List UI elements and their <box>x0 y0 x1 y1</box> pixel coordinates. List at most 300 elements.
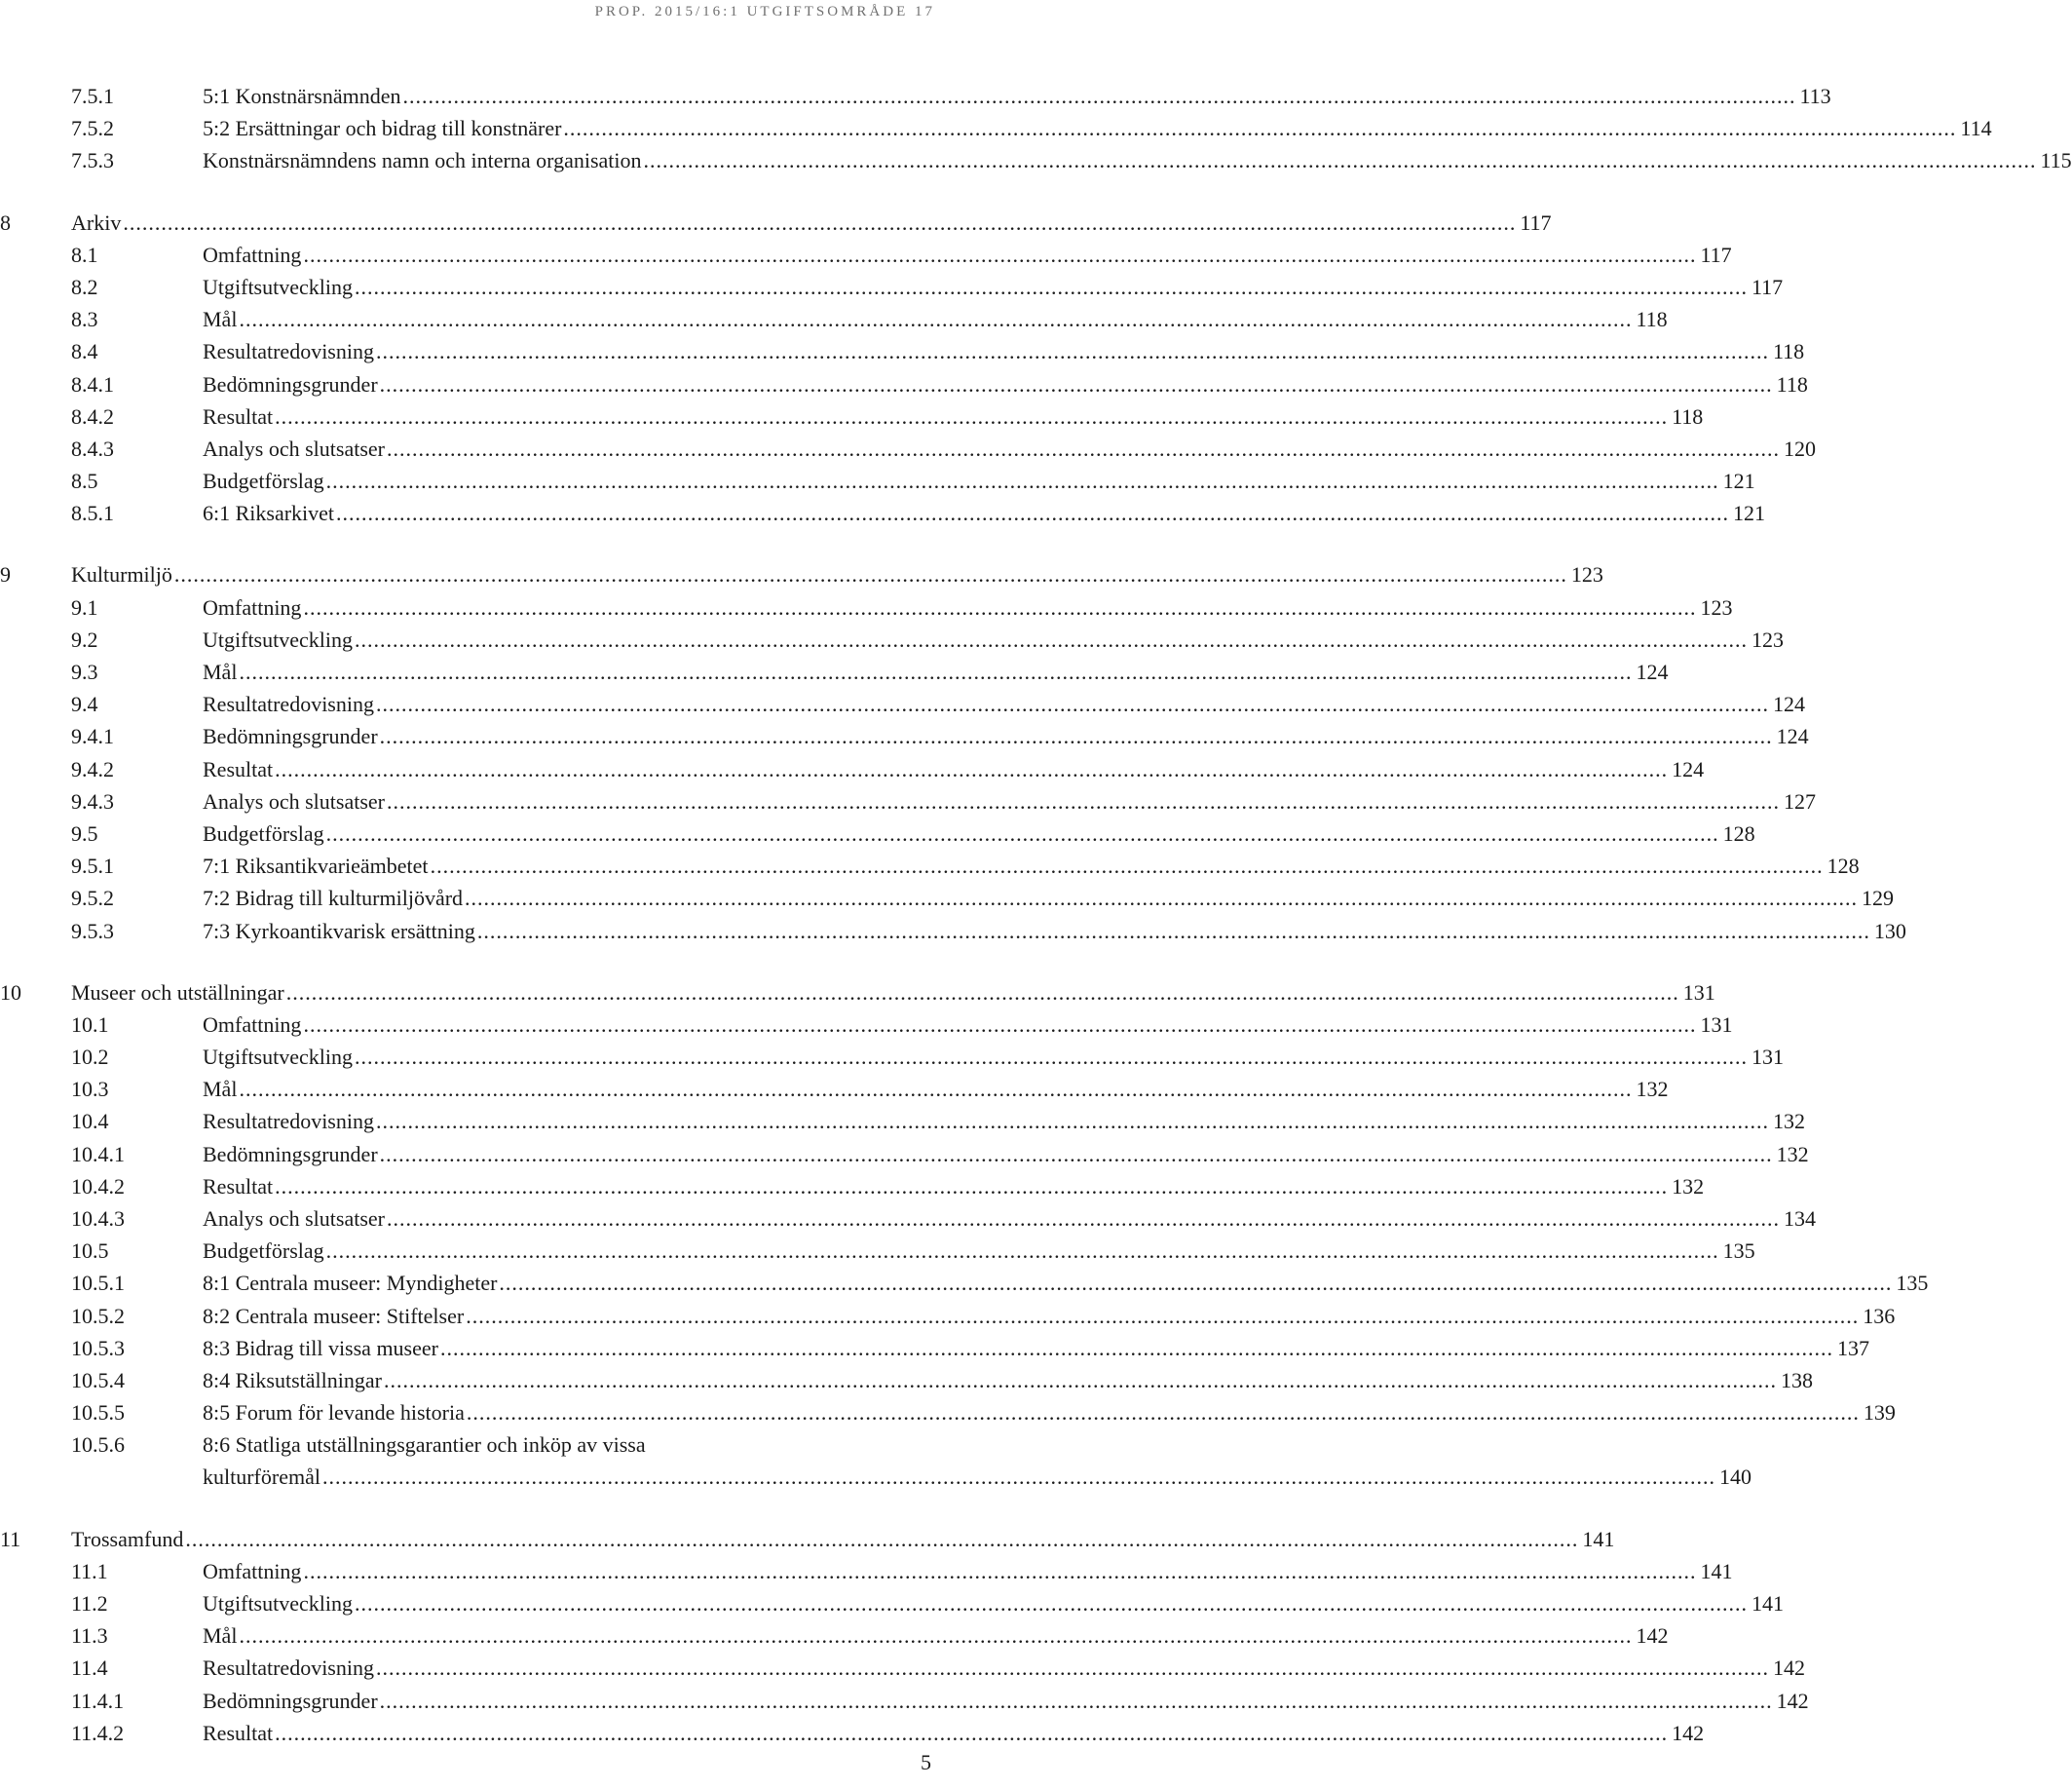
toc-entry-title: Omfattning <box>203 594 302 620</box>
toc-entry-title-line1: 8:6 Statliga utställningsgarantier och inköp av vissa <box>203 1432 646 1458</box>
toc-entry-number: 8.4.3 <box>71 436 114 461</box>
toc-entry-title: Budgetförslag <box>203 469 324 494</box>
toc-entry-title: Resultat <box>203 756 274 781</box>
toc-entry-page: 121 <box>1733 501 1766 526</box>
toc-entry-title-block <box>203 785 1816 818</box>
toc-entry-title: Resultatredovisning <box>203 339 374 364</box>
dot-leader: ............................................................................................................................................................................................................................ <box>239 1077 1633 1102</box>
toc-entry-page: 132 <box>1636 1077 1669 1102</box>
toc-entry-title-block <box>203 1428 1752 1493</box>
toc-entry-leader-line <box>71 558 1603 590</box>
toc-entry-number: 9.1 <box>71 594 98 620</box>
toc-entry-page: 141 <box>1751 1591 1784 1617</box>
toc-entry-title-block <box>203 144 2072 176</box>
toc-entry-page: 124 <box>1636 660 1669 684</box>
toc-entry-number: 10 <box>0 979 21 1005</box>
toc-entry[interactable] <box>0 1396 1896 1428</box>
toc-entry-title-block <box>203 400 1704 433</box>
page-number: 5 <box>921 1750 931 1774</box>
toc-entry-leader-line <box>203 818 1755 850</box>
toc-entry[interactable] <box>0 1652 1805 1684</box>
toc-entry-title-block <box>203 882 1895 914</box>
toc-entry-title: 7:2 Bidrag till kulturmiljövård <box>203 886 464 911</box>
toc-entry[interactable] <box>0 558 1603 590</box>
dot-leader: ............................................................................................................................................................................................................................ <box>325 469 1719 494</box>
toc-entry[interactable] <box>0 1619 1669 1652</box>
toc-entry-leader-line <box>203 915 1906 947</box>
toc-entry[interactable] <box>0 239 1732 271</box>
toc-entry-page: 138 <box>1780 1367 1813 1392</box>
toc-entry-number: 8.3 <box>71 307 98 332</box>
toc-entry-page: 124 <box>1772 692 1805 717</box>
toc-entry-leader-line <box>203 271 1784 303</box>
toc-entry-page: 142 <box>1776 1688 1809 1713</box>
toc-entry[interactable] <box>0 688 1805 720</box>
toc-entry-leader-line <box>203 1396 1896 1428</box>
toc-entry-number: 8.4.1 <box>71 371 114 397</box>
dot-leader: ............................................................................................................................................................................................................................ <box>466 1303 1860 1328</box>
dot-leader: ............................................................................................................................................................................................................................ <box>499 1271 1893 1296</box>
toc-entry-page: 141 <box>1582 1526 1615 1551</box>
dot-leader: ............................................................................................................................................................................................................................ <box>285 979 1679 1005</box>
toc-entry-title-block <box>203 271 1784 303</box>
toc-entry-leader-line <box>203 400 1704 433</box>
toc-entry-page: 131 <box>1751 1045 1784 1070</box>
toc-entry[interactable] <box>0 303 1668 335</box>
toc-entry[interactable] <box>0 1717 1705 1749</box>
toc-entry[interactable] <box>0 976 1715 1009</box>
toc-entry-title-block <box>203 1717 1705 1749</box>
toc-entry-number: 11 <box>0 1526 21 1551</box>
toc-entry-page: 123 <box>1700 594 1733 620</box>
toc-entry[interactable] <box>0 818 1755 850</box>
dot-leader: ............................................................................................................................................................................................................................ <box>563 116 1957 141</box>
toc-entry-number: 9.2 <box>71 627 98 652</box>
toc-entry-leader-line <box>203 1073 1669 1105</box>
toc-entry-number: 10.5.4 <box>71 1367 125 1392</box>
toc-entry-leader-line <box>203 720 1809 752</box>
toc-entry[interactable] <box>0 656 1669 688</box>
toc-entry-title: Trossamfund <box>71 1526 184 1551</box>
toc-entry-leader-line <box>203 785 1816 818</box>
toc-entry-title-block <box>203 112 1992 144</box>
dot-leader: ............................................................................................................................................................................................................................ <box>354 1045 1748 1070</box>
toc-entry[interactable] <box>0 1138 1809 1170</box>
toc-entry[interactable] <box>0 1587 1784 1619</box>
toc-entry-title-block <box>203 1364 1813 1396</box>
toc-entry-page: 120 <box>1783 436 1816 461</box>
toc-entry-title-block <box>203 465 1755 497</box>
toc-entry-number: 8.2 <box>71 274 98 299</box>
toc-entry-title: Budgetförslag <box>203 1238 324 1264</box>
toc-entry-number: 9.4.1 <box>71 724 114 749</box>
dot-leader: ............................................................................................................................................................................................................................ <box>386 1206 1780 1231</box>
dot-leader: ............................................................................................................................................................................................................................ <box>354 1591 1748 1617</box>
toc-entry-page: 127 <box>1783 788 1816 814</box>
toc-entry-title-block <box>203 368 1808 400</box>
dot-leader: ............................................................................................................................................................................................................................ <box>275 1173 1669 1199</box>
toc-entry[interactable] <box>0 271 1784 303</box>
toc-entry-title-block <box>203 688 1805 720</box>
dot-leader: ............................................................................................................................................................................................................................ <box>303 242 1697 267</box>
toc-entry-leader-line <box>203 1364 1813 1396</box>
toc-entry-title: Analys och slutsatser <box>203 788 385 814</box>
toc-entry-leader-line <box>203 303 1668 335</box>
toc-entry-page: 134 <box>1783 1206 1816 1231</box>
toc-entry-number: 10.5.2 <box>71 1303 125 1328</box>
dot-leader: ............................................................................................................................................................................................................................ <box>466 1400 1860 1426</box>
dot-leader: ............................................................................................................................................................................................................................ <box>379 1688 1773 1713</box>
toc-entry[interactable] <box>0 882 1895 914</box>
toc-entry-number: 8.4.2 <box>71 403 114 429</box>
toc-entry-title-block <box>203 850 1860 882</box>
toc-entry-title-block <box>203 1300 1896 1332</box>
dot-leader: ............................................................................................................................................................................................................................ <box>239 307 1633 332</box>
toc-entry-title: Resultatredovisning <box>203 692 374 717</box>
toc-entry-page: 137 <box>1836 1335 1869 1360</box>
toc-entry-number: 9.5 <box>71 820 98 846</box>
toc-entry-number: 7.5.3 <box>71 148 114 173</box>
toc-entry-title: Resultatredovisning <box>203 1109 374 1134</box>
dot-leader: ............................................................................................................................................................................................................................ <box>173 562 1567 588</box>
dot-leader: ............................................................................................................................................................................................................................ <box>375 1109 1769 1134</box>
toc-entry-title: 7:1 Riksantikvarieämbetet <box>203 854 429 879</box>
toc-entry-page: 129 <box>1862 886 1895 911</box>
toc-entry[interactable] <box>0 112 1992 144</box>
toc-entry-leader-line <box>203 882 1895 914</box>
toc-entry[interactable] <box>0 1235 1755 1267</box>
toc-entry-title-block <box>203 1170 1705 1202</box>
toc-entry-title: Utgiftsutveckling <box>203 627 353 652</box>
dot-leader: ............................................................................................................................................................................................................................ <box>123 209 1517 235</box>
dot-leader: ............................................................................................................................................................................................................................ <box>354 627 1748 652</box>
toc-entry-leader-line <box>203 624 1784 656</box>
toc-entry-number: 10.5.5 <box>71 1400 125 1426</box>
dot-leader: ............................................................................................................................................................................................................................ <box>239 1623 1633 1649</box>
dot-leader: ............................................................................................................................................................................................................................ <box>465 886 1859 911</box>
toc-entry-leader-line <box>203 1555 1733 1587</box>
toc-entry-number: 10.4.3 <box>71 1206 125 1231</box>
toc-entry-leader-line <box>203 591 1733 624</box>
toc-entry-number: 11.4 <box>71 1656 108 1681</box>
toc-entry-number: 10.2 <box>71 1045 109 1070</box>
toc-entry[interactable] <box>0 1555 1733 1587</box>
toc-entry[interactable] <box>0 335 1805 367</box>
toc-entry-leader-line <box>203 1138 1809 1170</box>
dot-leader: ............................................................................................................................................................................................................................ <box>439 1335 1833 1360</box>
toc-entry[interactable] <box>0 1105 1805 1137</box>
toc-entry-page: 142 <box>1672 1720 1705 1745</box>
toc-entry-title-block <box>203 1041 1784 1073</box>
toc-entry-page: 124 <box>1776 724 1809 749</box>
toc-entry-page: 117 <box>1700 242 1732 267</box>
toc-entry-leader-line <box>71 1523 1615 1555</box>
toc-entry-page: 117 <box>1520 209 1552 235</box>
toc-entry-title-block <box>203 433 1816 465</box>
toc-entry-page: 132 <box>1672 1173 1705 1199</box>
dot-leader: ............................................................................................................................................................................................................................ <box>275 756 1669 781</box>
toc-entry-page: 131 <box>1682 979 1715 1005</box>
toc-entry-leader-line <box>203 497 1766 529</box>
toc-entry-title-block <box>71 976 1715 1009</box>
toc-entry-title: Resultat <box>203 1173 274 1199</box>
dot-leader: ............................................................................................................................................................................................................................ <box>303 1558 1697 1583</box>
toc-entry-leader-line <box>203 1685 1809 1717</box>
toc-entry-title-block <box>203 335 1805 367</box>
toc-entry-leader-line <box>203 1202 1816 1235</box>
toc-entry-title: Utgiftsutveckling <box>203 274 353 299</box>
toc-entry-title: Omfattning <box>203 1558 302 1583</box>
toc-entry-page: 115 <box>2040 148 2072 173</box>
toc-entry-number: 9.5.1 <box>71 854 114 879</box>
toc-entry-page: 142 <box>1772 1656 1805 1681</box>
toc-entry-leader-line <box>203 753 1705 785</box>
toc-entry-leader-line <box>71 207 1552 239</box>
toc-entry-leader-line <box>203 1717 1705 1749</box>
toc-entry-page: 128 <box>1722 820 1755 846</box>
toc-entry[interactable] <box>0 1523 1615 1555</box>
toc-entry[interactable] <box>0 368 1808 400</box>
toc-entry-title-block <box>203 1202 1816 1235</box>
toc-entry[interactable] <box>0 433 1816 465</box>
toc-entry-title: Budgetförslag <box>203 820 324 846</box>
toc-entry[interactable] <box>0 785 1816 818</box>
toc-entry-title: Bedömningsgrunder <box>203 1688 378 1713</box>
toc-entry-title: Mål <box>203 1623 238 1649</box>
toc-entry-page: 124 <box>1672 756 1705 781</box>
toc-entry-leader-line <box>203 368 1808 400</box>
toc-entry[interactable] <box>0 80 1831 112</box>
toc-entry-title: Arkiv <box>71 209 122 235</box>
dot-leader: ............................................................................................................................................................................................................................ <box>336 501 1730 526</box>
toc-entry-title: 8:3 Bidrag till vissa museer <box>203 1335 438 1360</box>
toc-entry-title: 5:2 Ersättningar och bidrag till konstnärer <box>203 116 562 141</box>
toc-entry-title: Bedömningsgrunder <box>203 724 378 749</box>
toc-entry-number: 10.3 <box>71 1077 109 1102</box>
dot-leader: ............................................................................................................................................................................................................................ <box>185 1526 1579 1551</box>
toc-entry-title-block <box>71 207 1552 239</box>
toc-entry-number: 11.4.1 <box>71 1688 125 1713</box>
toc-entry[interactable] <box>0 1332 1869 1364</box>
toc-entry-title-block <box>203 1105 1805 1137</box>
table-of-contents <box>0 80 2072 1749</box>
toc-entry-title: 7:3 Kyrkoantikvarisk ersättning <box>203 918 475 943</box>
toc-entry-title-block <box>203 80 1831 112</box>
toc-entry-leader-line <box>203 1105 1805 1137</box>
toc-entry-leader-line <box>203 112 1992 144</box>
toc-entry-leader-line <box>203 850 1860 882</box>
toc-entry-number: 10.4 <box>71 1109 109 1134</box>
toc-entry-number: 9.5.2 <box>71 886 114 911</box>
toc-entry-page: 113 <box>1799 84 1831 108</box>
toc-entry-title: Analys och slutsatser <box>203 436 385 461</box>
dot-leader: ............................................................................................................................................................................................................................ <box>386 436 1780 461</box>
toc-entry-page: 136 <box>1863 1303 1896 1328</box>
toc-entry-title: kulturföremål <box>203 1465 320 1490</box>
toc-entry-title: Bedömningsgrunder <box>203 371 378 397</box>
toc-entry[interactable] <box>0 753 1705 785</box>
toc-entry-number: 8.5.1 <box>71 501 114 526</box>
toc-entry[interactable] <box>0 1428 1752 1493</box>
toc-entry[interactable] <box>0 1202 1816 1235</box>
toc-entry-title-block <box>203 591 1733 624</box>
toc-entry-title-block <box>71 558 1603 590</box>
dot-leader: ............................................................................................................................................................................................................................ <box>275 1720 1669 1745</box>
toc-entry[interactable] <box>0 591 1733 624</box>
toc-entry-title: 8:4 Riksutställningar <box>203 1367 382 1392</box>
toc-entry-page: 140 <box>1718 1465 1752 1490</box>
toc-entry-title-block <box>203 1073 1669 1105</box>
toc-entry-page: 118 <box>1672 403 1704 429</box>
toc-entry[interactable] <box>0 1685 1809 1717</box>
toc-entry-title: Kulturmiljö <box>71 562 172 588</box>
toc-entry[interactable] <box>0 1267 1929 1299</box>
toc-entry-page: 131 <box>1700 1011 1733 1037</box>
toc-entry-leader-line <box>203 239 1732 271</box>
toc-entry[interactable] <box>0 1364 1813 1396</box>
toc-entry-number: 9.5.3 <box>71 918 114 943</box>
toc-entry-page: 118 <box>1776 371 1808 397</box>
toc-entry-leader-line <box>203 1587 1784 1619</box>
dot-leader: ............................................................................................................................................................................................................................ <box>375 692 1769 717</box>
toc-entry-leader-line <box>203 335 1805 367</box>
dot-leader: ............................................................................................................................................................................................................................ <box>321 1465 1715 1490</box>
toc-entry-leader-line <box>203 1235 1755 1267</box>
toc-entry-title-block <box>203 1619 1669 1652</box>
toc-entry-number: 10.5.6 <box>71 1432 125 1458</box>
toc-entry-title-block <box>203 818 1755 850</box>
dot-leader: ............................................................................................................................................................................................................................ <box>303 594 1697 620</box>
toc-entry-title-block <box>203 303 1668 335</box>
toc-entry-number: 9.3 <box>71 660 98 684</box>
dot-leader: ............................................................................................................................................................................................................................ <box>375 339 1769 364</box>
toc-entry-leader-line <box>203 80 1831 112</box>
dot-leader: ............................................................................................................................................................................................................................ <box>476 918 1870 943</box>
toc-entry-number: 10.1 <box>71 1011 109 1037</box>
toc-entry-title-block <box>203 624 1784 656</box>
toc-entry-title-block <box>71 1523 1615 1555</box>
toc-entry[interactable] <box>0 1009 1733 1041</box>
toc-entry-leader-line <box>203 433 1816 465</box>
toc-entry-title: Utgiftsutveckling <box>203 1591 353 1617</box>
toc-entry[interactable] <box>0 850 1860 882</box>
toc-entry[interactable] <box>0 1170 1705 1202</box>
toc-entry-title: Omfattning <box>203 1011 302 1037</box>
toc-entry[interactable] <box>0 1041 1784 1073</box>
toc-entry-page: 135 <box>1896 1271 1929 1296</box>
toc-entry-title: Resultat <box>203 403 274 429</box>
toc-entry-title-block <box>203 720 1809 752</box>
toc-entry-number: 11.1 <box>71 1558 108 1583</box>
toc-entry[interactable] <box>0 144 2072 176</box>
toc-entry[interactable] <box>0 1300 1896 1332</box>
toc-entry-number: 9.4 <box>71 692 98 717</box>
toc-entry[interactable] <box>0 1073 1669 1105</box>
toc-entry-leader-line <box>203 1041 1784 1073</box>
dot-leader: ............................................................................................................................................................................................................................ <box>386 788 1780 814</box>
toc-entry-number: 10.5.3 <box>71 1335 125 1360</box>
dot-leader: ............................................................................................................................................................................................................................ <box>275 403 1669 429</box>
dot-leader: ............................................................................................................................................................................................................................ <box>643 148 2037 173</box>
toc-entry-number: 10.5.1 <box>71 1271 125 1296</box>
running-header: PROP. 2015/16:1 UTGIFTSOMRÅDE 17 <box>594 4 935 19</box>
toc-entry[interactable] <box>0 207 1552 239</box>
toc-entry-page: 141 <box>1700 1558 1733 1583</box>
toc-entry[interactable] <box>0 624 1784 656</box>
toc-entry-page: 118 <box>1636 307 1668 332</box>
toc-entry-leader-line <box>203 144 2072 176</box>
toc-entry-title-block <box>203 753 1705 785</box>
toc-entry[interactable] <box>0 915 1906 947</box>
toc-entry-page: 123 <box>1570 562 1603 588</box>
toc-entry-title-block <box>203 497 1766 529</box>
toc-entry-number: 9 <box>0 562 11 588</box>
toc-entry-number: 9.4.3 <box>71 788 114 814</box>
toc-entry[interactable] <box>0 465 1755 497</box>
toc-entry-page: 130 <box>1873 918 1906 943</box>
toc-entry-title-block <box>203 1555 1733 1587</box>
toc-entry-title: 8:1 Centrala museer: Myndigheter <box>203 1271 498 1296</box>
toc-entry-title: 5:1 Konstnärsnämnden <box>203 84 401 108</box>
toc-entry-leader-line <box>203 1009 1733 1041</box>
toc-entry-title-block <box>203 1685 1809 1717</box>
dot-leader: ............................................................................................................................................................................................................................ <box>325 820 1719 846</box>
toc-entry-title: Omfattning <box>203 242 302 267</box>
toc-entry-number: 10.4.2 <box>71 1173 125 1199</box>
dot-leader: ............................................................................................................................................................................................................................ <box>354 274 1748 299</box>
toc-entry-leader-line <box>71 976 1715 1009</box>
toc-entry-page: 121 <box>1722 469 1755 494</box>
toc-entry-number: 11.3 <box>71 1623 108 1649</box>
toc-entry-title: Resultatredovisning <box>203 1656 374 1681</box>
toc-entry[interactable] <box>0 720 1809 752</box>
toc-entry-number: 11.4.2 <box>71 1720 125 1745</box>
dot-leader: ............................................................................................................................................................................................................................ <box>379 1141 1773 1166</box>
dot-leader: ............................................................................................................................................................................................................................ <box>239 660 1633 684</box>
toc-entry-title: Mål <box>203 1077 238 1102</box>
toc-entry-leader-line <box>203 1300 1896 1332</box>
toc-entry-title: Konstnärsnämndens namn och interna organisation <box>203 148 642 173</box>
toc-entry-title-block <box>203 1587 1784 1619</box>
toc-entry-title: 6:1 Riksarkivet <box>203 501 335 526</box>
toc-entry[interactable] <box>0 497 1766 529</box>
toc-entry-number: 7.5.2 <box>71 116 114 141</box>
dot-leader: ............................................................................................................................................................................................................................ <box>325 1238 1719 1264</box>
toc-entry-number: 8.4 <box>71 339 98 364</box>
toc-entry-title-block <box>203 1138 1809 1170</box>
dot-leader: ............................................................................................................................................................................................................................ <box>430 854 1824 879</box>
toc-entry-leader-line <box>203 688 1805 720</box>
toc-entry-number: 8 <box>0 209 11 235</box>
toc-entry-page: 117 <box>1751 274 1784 299</box>
toc-entry[interactable] <box>0 400 1704 433</box>
toc-entry-number: 9.4.2 <box>71 756 114 781</box>
toc-entry-leader-line <box>203 656 1669 688</box>
toc-entry-leader-line <box>203 1170 1705 1202</box>
toc-entry-page: 142 <box>1636 1623 1669 1649</box>
toc-entry-leader-line <box>203 1619 1669 1652</box>
toc-entry-page: 118 <box>1772 339 1805 364</box>
toc-entry-number: 8.5 <box>71 469 98 494</box>
toc-entry-leader-line <box>203 1652 1805 1684</box>
toc-entry-page: 139 <box>1863 1400 1896 1426</box>
dot-leader: ............................................................................................................................................................................................................................ <box>375 1656 1769 1681</box>
toc-entry-title: Bedömningsgrunder <box>203 1141 378 1166</box>
toc-entry-leader-line <box>203 1267 1929 1299</box>
dot-leader: ............................................................................................................................................................................................................................ <box>379 724 1773 749</box>
toc-entry-title-block <box>203 1396 1896 1428</box>
toc-entry-number: 8.1 <box>71 242 98 267</box>
